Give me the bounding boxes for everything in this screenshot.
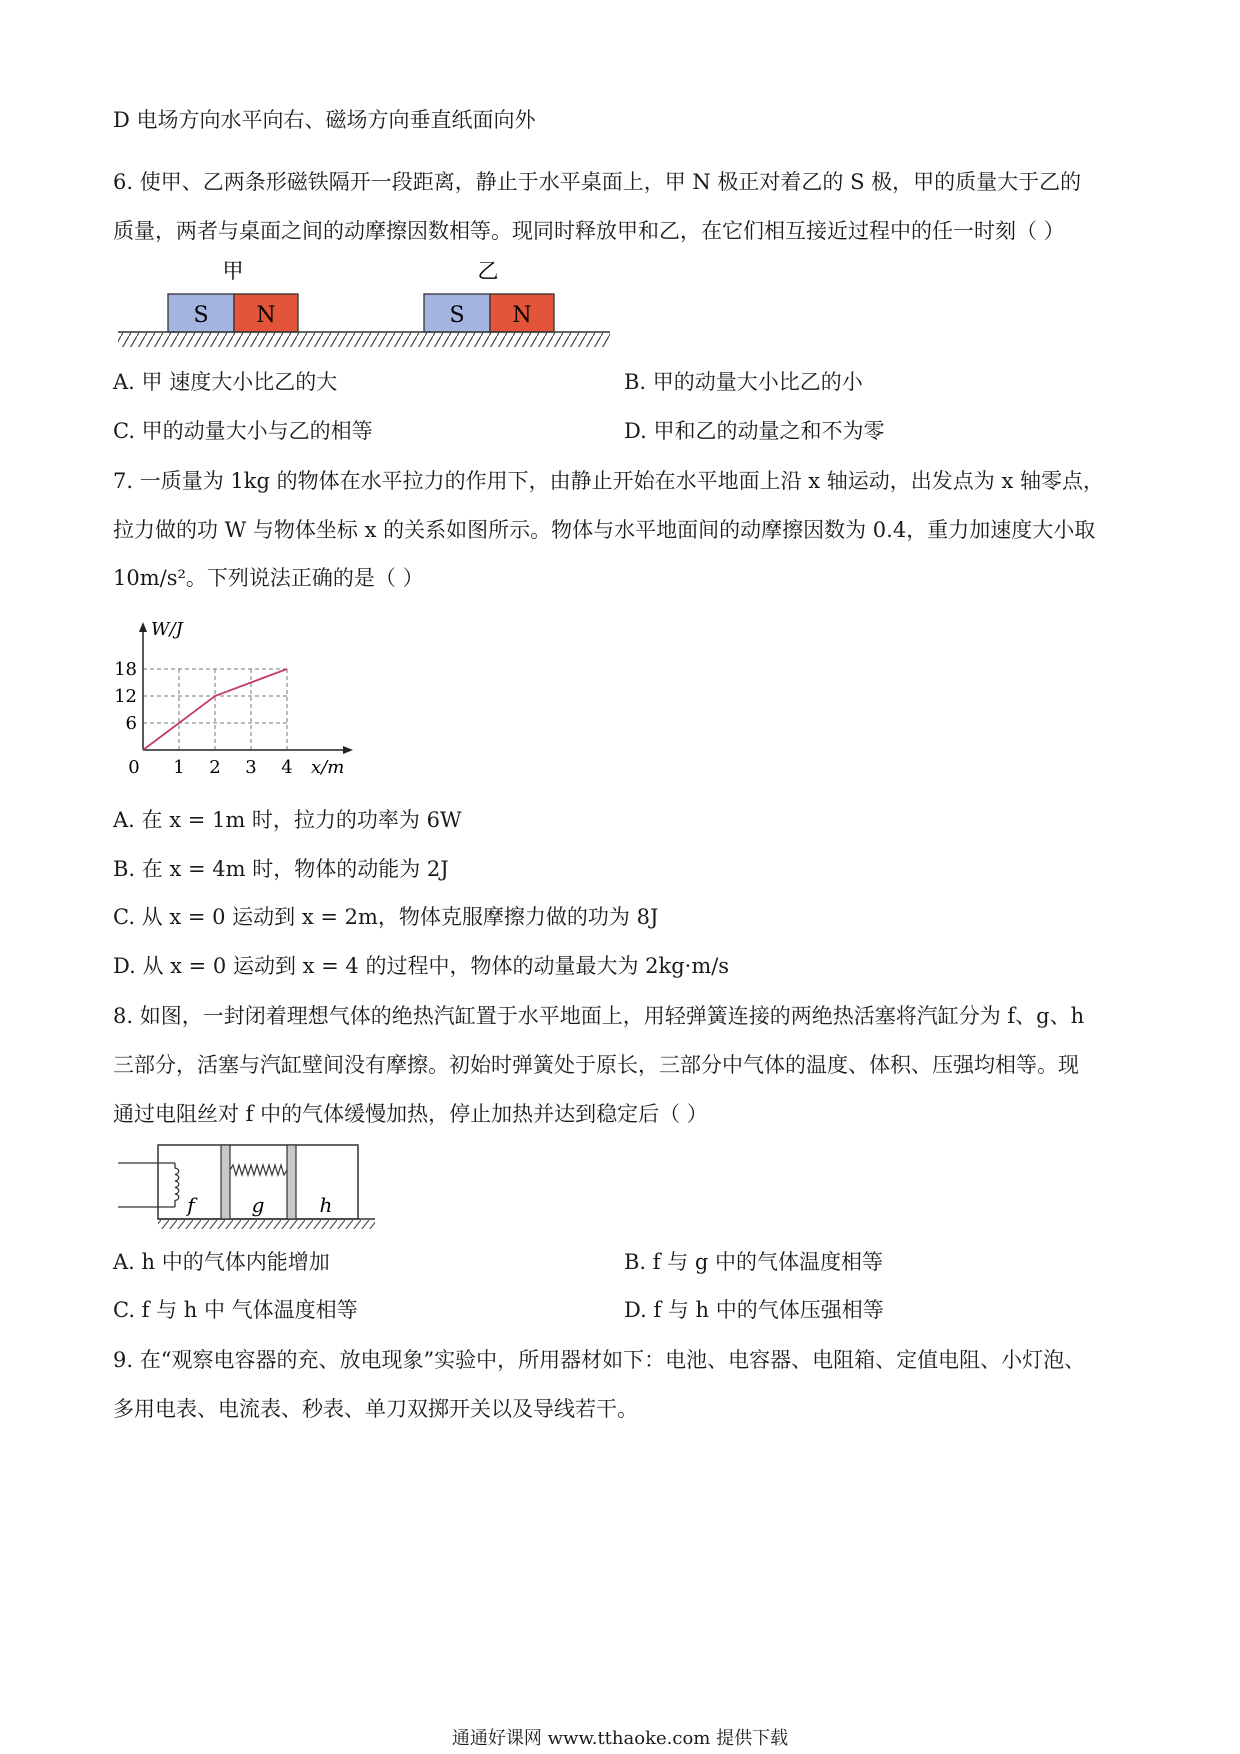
- q6-option-a: A. 甲 速度大小比乙的大: [113, 370, 338, 394]
- x-tick-label: 2: [209, 757, 221, 778]
- q7-work-displacement-chart: [113, 615, 373, 785]
- table-hatch: [118, 333, 610, 347]
- q8-option-a: A. h 中的气体内能增加: [113, 1250, 330, 1274]
- q8-option-c: C. f 与 h 中 气体温度相等: [113, 1298, 358, 1322]
- magnet-jia-s-label: S: [193, 303, 209, 328]
- magnet-jia-label: 甲: [222, 259, 244, 283]
- section-f-label: f: [187, 1193, 195, 1217]
- x-axis-label: x/m: [311, 757, 345, 778]
- q6-magnets-figure: [113, 252, 613, 352]
- ground-hatch: [158, 1220, 375, 1229]
- q6-option-b: B. 甲的动量大小比乙的小: [624, 370, 863, 394]
- y-axis-label: W/J: [151, 619, 183, 640]
- work-line: [143, 669, 287, 750]
- magnet-yi-n-label: N: [512, 303, 532, 328]
- x-tick-label: 0: [128, 757, 140, 778]
- heater-coil: [175, 1163, 179, 1207]
- q7-stem-line-3: 10m/s²。下列说法正确的是（ ）: [113, 566, 424, 590]
- magnet-yi-label: 乙: [477, 259, 499, 283]
- q8-stem-line-2: 三部分，活塞与汽缸壁间没有摩擦。初始时弹簧处于原长，三部分中气体的温度、体积、压强均相等。现: [113, 1053, 1079, 1077]
- q7-stem-line-2: 拉力做的功 W 与物体坐标 x 的关系如图所示。物体与水平地面间的动摩擦因数为 0.4，重力加速度大小取: [113, 518, 1096, 542]
- q8-option-b: B. f 与 g 中的气体温度相等: [624, 1250, 884, 1274]
- section-g-label: g: [251, 1193, 265, 1217]
- right-piston: [287, 1145, 296, 1219]
- q7-option-a: A. 在 x = 1m 时，拉力的功率为 6W: [113, 808, 462, 832]
- left-piston: [221, 1145, 230, 1219]
- chart-series: [143, 669, 287, 750]
- q6-stem-line-1: 6. 使甲、乙两条形磁铁隔开一段距离，静止于水平桌面上，甲 N 极正对着乙的 S 极，甲的质量大于乙的: [113, 170, 1082, 194]
- q8-stem-line-1: 8. 如图，一封闭着理想气体的绝热汽缸置于水平地面上，用轻弹簧连接的两绝热活塞将汽缸分为 f、g、h: [113, 1004, 1085, 1028]
- q7-option-b: B. 在 x = 4m 时，物体的动能为 2J: [113, 857, 449, 881]
- q6-option-d: D. 甲和乙的动量之和不为零: [624, 419, 885, 443]
- q8-cylinder-figure: [113, 1140, 393, 1235]
- q5-option-d: D 电场方向水平向右、磁场方向垂直纸面向外: [113, 108, 536, 132]
- page-footer: 通通好课网 www.tthaoke.com 提供下载: [451, 1728, 789, 1749]
- magnet-yi-s-label: S: [449, 303, 465, 328]
- x-axis-arrow: [343, 746, 353, 754]
- q8-stem-line-3: 通过电阻丝对 f 中的气体缓慢加热，停止加热并达到稳定后（ ）: [113, 1102, 708, 1126]
- q7-option-d: D. 从 x = 0 运动到 x = 4 的过程中，物体的动量最大为 2kg·m/s: [113, 954, 730, 978]
- q6-option-c: C. 甲的动量大小与乙的相等: [113, 419, 373, 443]
- y-tick-label: 12: [114, 686, 137, 707]
- y-tick-label: 6: [125, 713, 137, 734]
- y-tick-label: 18: [114, 659, 137, 680]
- section-h-label: h: [319, 1193, 333, 1217]
- q9-stem-line-1: 9. 在“观察电容器的充、放电现象”实验中，所用器材如下：电池、电容器、电阻箱、定值电阻、小灯泡、: [113, 1348, 1086, 1372]
- q6-stem-line-2: 质量，两者与桌面之间的动摩擦因数相等。现同时释放甲和乙，在它们相互接近过程中的任一时刻（ ）: [113, 219, 1065, 243]
- x-tick-label: 3: [245, 757, 257, 778]
- spring: [230, 1165, 287, 1175]
- x-tick-label: 4: [281, 757, 293, 778]
- chart-grid: [143, 669, 287, 750]
- y-axis-arrow: [139, 622, 147, 632]
- q8-option-d: D. f 与 h 中的气体压强相等: [624, 1298, 884, 1322]
- q7-option-c: C. 从 x = 0 运动到 x = 2m，物体克服摩擦力做的功为 8J: [113, 905, 659, 929]
- magnet-jia-n-label: N: [256, 303, 276, 328]
- q7-stem-line-1: 7. 一质量为 1kg 的物体在水平拉力的作用下，由静止开始在水平地面上沿 x 轴运动，出发点为 x 轴零点，: [113, 469, 1104, 493]
- q9-stem-line-2: 多用电表、电流表、秒表、单刀双掷开关以及导线若干。: [113, 1397, 638, 1421]
- x-tick-label: 1: [173, 757, 185, 778]
